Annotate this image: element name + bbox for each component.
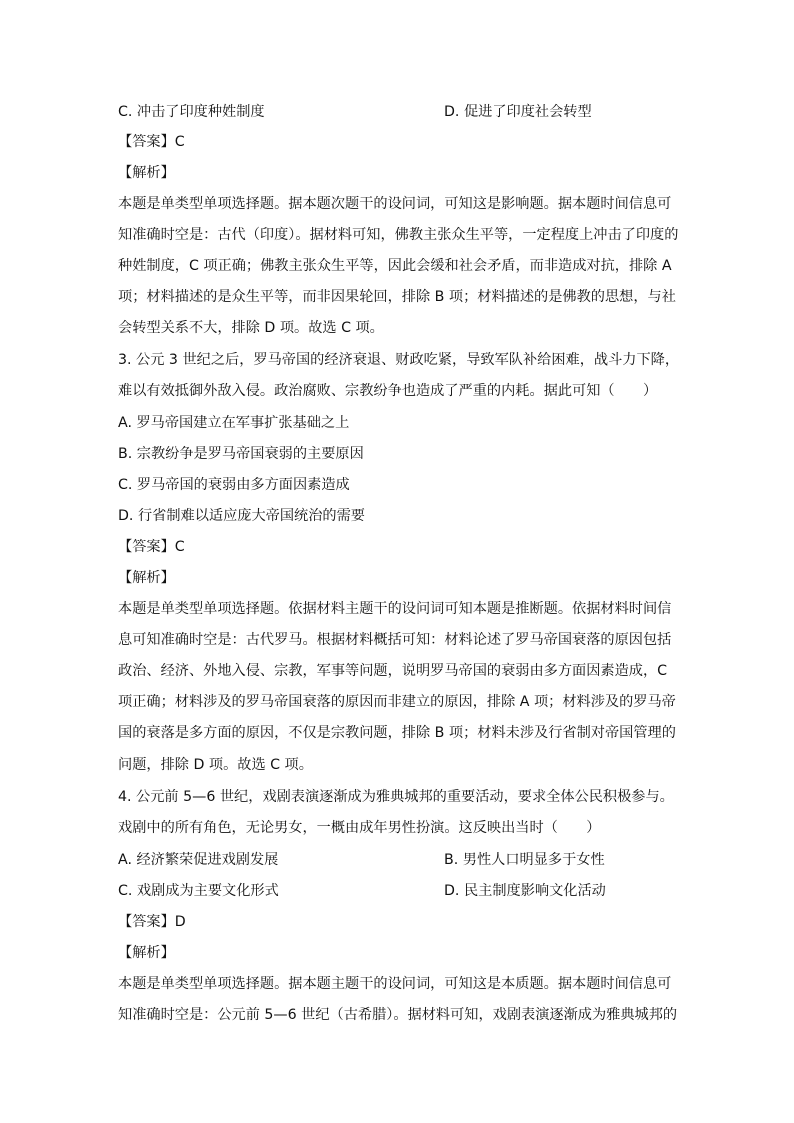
q4-analysis-line: 知准确时空是：公元前 5—6 世纪（古希腊）。据材料可知，戏剧表演逐渐成为雅典城邦的	[118, 1007, 678, 1023]
q2-analysis-line: 会转型关系不大，排除 D 项。故选 C 项。	[118, 320, 384, 336]
q4-stem-line: 戏剧中的所有角色，无论男女，一概由成年男性扮演。这反映出当时（ ）	[118, 820, 601, 836]
q4-analysis-label: 【解析】	[118, 945, 175, 961]
q2-analysis-line: 种姓制度，C 项正确；佛教主张众生平等，因此会缓和社会矛盾，而非造成对抗，排除 A	[118, 258, 672, 274]
q3-analysis-line: 本题是单类型单项选择题。依据材料主题干的设问词可知本题是推断题。依据材料时间信	[118, 601, 672, 617]
q3-option-b: B. 宗教纷争是罗马帝国衰弱的主要原因	[118, 446, 364, 462]
q3-analysis-line: 问题，排除 D 项。故选 C 项。	[118, 757, 313, 773]
q4-analysis-line: 本题是单类型单项选择题。据本题主题干的设问词，可知这是本质题。据本题时间信息可	[118, 976, 672, 992]
q4-option-a: A. 经济繁荣促进戏剧发展	[118, 852, 279, 868]
q2-answer: 【答案】C	[118, 134, 185, 150]
q4-option-b: B. 男性人口明显多于女性	[444, 852, 605, 868]
q2-analysis-line: 项；材料描述的是众生平等，而非因果轮回，排除 B 项；材料描述的是佛教的思想，与社	[118, 289, 676, 305]
q3-analysis-label: 【解析】	[118, 570, 175, 586]
q2-option-c: C. 冲击了印度种姓制度	[118, 104, 265, 120]
q4-option-d: D. 民主制度影响文化活动	[444, 883, 606, 899]
q3-analysis-line: 政治、经济、外地入侵、宗教，军事等问题，说明罗马帝国的衰弱由多方面因素造成，C	[118, 663, 668, 679]
q2-analysis-label: 【解析】	[118, 165, 175, 181]
q3-analysis-line: 国的衰落是多方面的原因，不仅是宗教问题，排除 B 项；材料未涉及行省制对帝国管理的	[118, 725, 676, 741]
q3-analysis-line: 息可知准确时空是：古代罗马。根据材料概括可知：材料论述了罗马帝国衰落的原因包括	[118, 632, 672, 648]
q3-stem-line: 3. 公元 3 世纪之后，罗马帝国的经济衰退、财政吃紧，导致军队补给困难，战斗力下降，	[118, 352, 680, 368]
q3-option-c: C. 罗马帝国的衰弱由多方面因素造成	[118, 477, 350, 493]
q4-stem-line: 4. 公元前 5—6 世纪，戏剧表演逐渐成为雅典城邦的重要活动，要求全体公民积极参与。	[118, 789, 674, 805]
q3-stem-line: 难以有效抵御外敌入侵。政治腐败、宗教纷争也造成了严重的内耗。据此可知（ ）	[118, 383, 658, 399]
q4-answer: 【答案】D	[118, 914, 186, 930]
q3-analysis-line: 项正确；材料涉及的罗马帝国衰落的原因而非建立的原因，排除 A 项；材料涉及的罗马帝	[118, 694, 676, 710]
q2-option-d: D. 促进了印度社会转型	[444, 104, 592, 120]
q2-analysis-line: 本题是单类型单项选择题。据本题次题干的设问词，可知这是影响题。据本题时间信息可	[118, 196, 672, 212]
q3-option-d: D. 行省制难以适应庞大帝国统治的需要	[118, 508, 365, 524]
q4-option-c: C. 戏剧成为主要文化形式	[118, 883, 279, 899]
q3-option-a: A. 罗马帝国建立在军事扩张基础之上	[118, 415, 350, 431]
q2-analysis-line: 知准确时空是：古代（印度）。据材料可知，佛教主张众生平等，一定程度上冲击了印度的	[118, 227, 679, 243]
q3-answer: 【答案】C	[118, 539, 185, 555]
